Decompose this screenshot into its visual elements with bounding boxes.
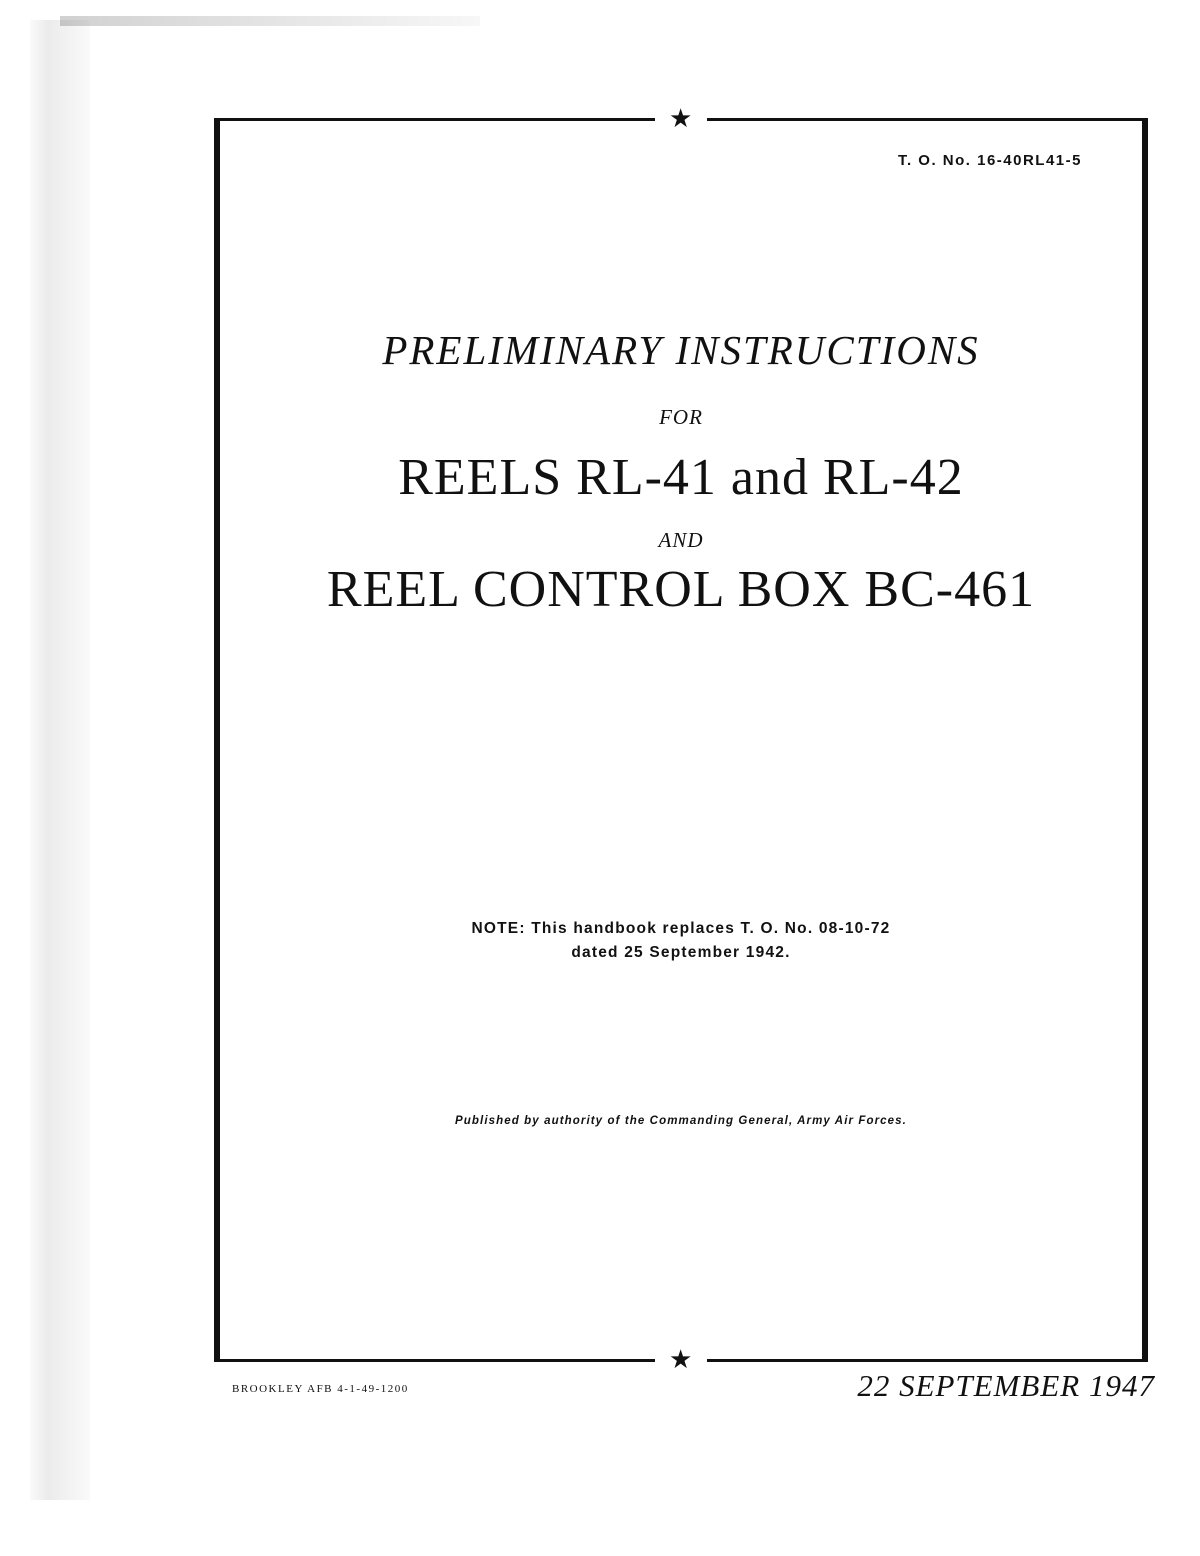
replacement-note bbox=[214, 917, 1148, 965]
title-and: AND bbox=[658, 528, 704, 552]
border-right bbox=[1142, 118, 1148, 1362]
note-line-1: NOTE: This handbook replaces T. O. No. 08-10-72 bbox=[471, 920, 891, 937]
bottom-star-ornament: ★ bbox=[669, 1345, 693, 1375]
border-top-right bbox=[707, 118, 1148, 121]
title-reels: REELS RL-41 and RL-42 bbox=[398, 449, 964, 506]
technical-order-number: T. O. No. 16-40RL41-5 bbox=[897, 152, 1082, 169]
note-line-2: dated 25 September 1942. bbox=[571, 944, 791, 961]
border-bottom-right bbox=[707, 1359, 1148, 1362]
title-preliminary-instructions: PRELIMINARY INSTRUCTIONS bbox=[382, 327, 980, 373]
scan-edge-shadow bbox=[30, 20, 90, 1500]
border-left bbox=[214, 118, 220, 1362]
title-reel-control-box: REEL CONTROL BOX BC-461 bbox=[326, 561, 1036, 618]
publication-date: 22 SEPTEMBER 1947 bbox=[857, 1368, 1155, 1403]
scan-top-smudge bbox=[60, 16, 480, 26]
top-star-ornament: ★ bbox=[669, 104, 693, 134]
publication-authority: Published by authority of the Commanding General, Army Air Forces. bbox=[455, 1115, 907, 1127]
printer-mark: BROOKLEY AFB 4-1-49-1200 bbox=[232, 1383, 409, 1395]
border-top-left bbox=[214, 118, 655, 121]
border-bottom-left bbox=[214, 1359, 655, 1362]
title-for: FOR bbox=[659, 405, 703, 429]
